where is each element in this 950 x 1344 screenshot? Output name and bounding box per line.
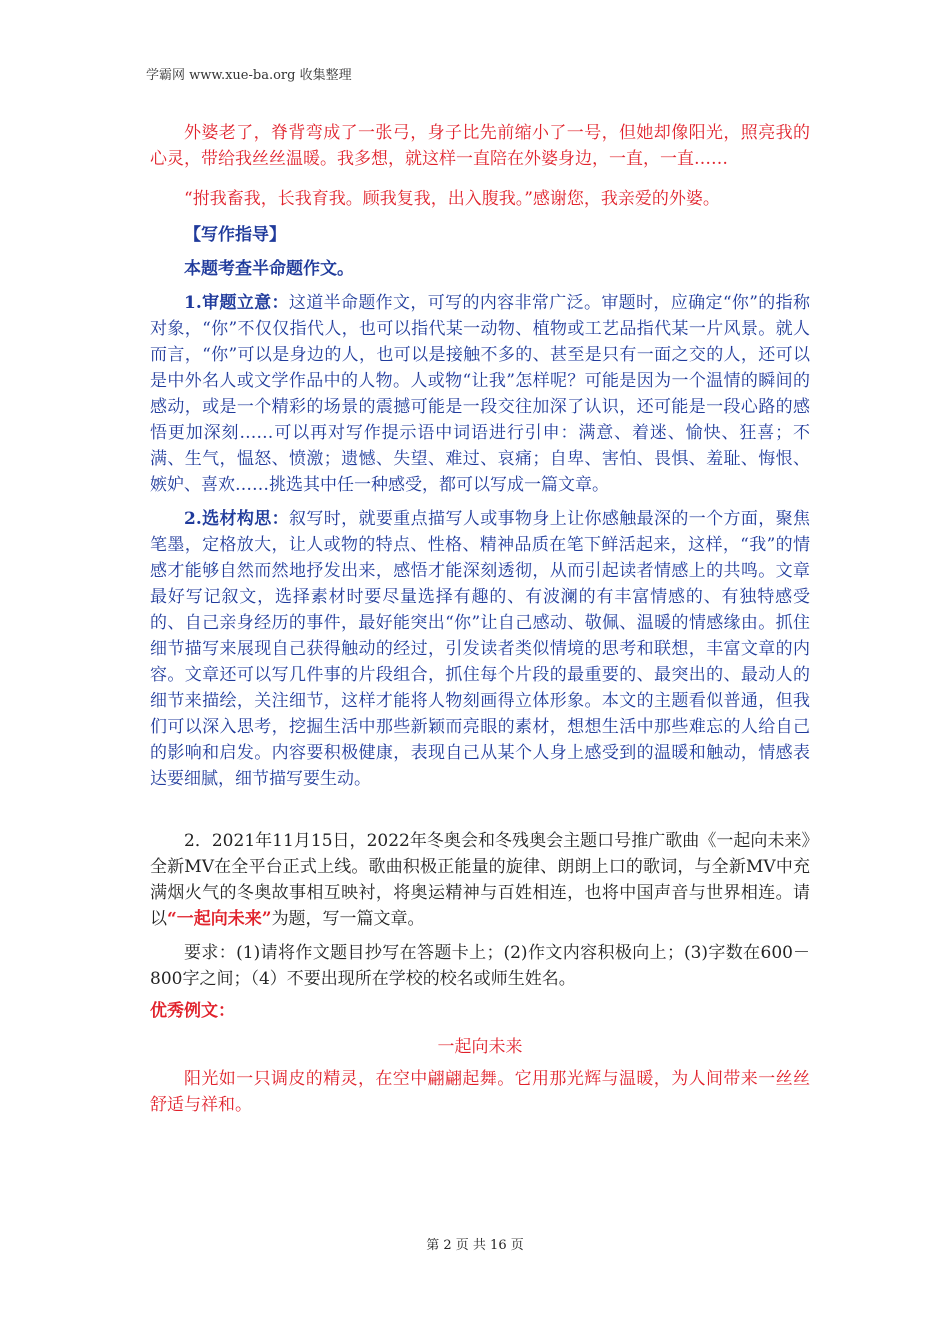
question-2-text-before: 2．2021年11月15日，2022年冬奥会和冬残奥会主题口号推广歌曲《一起向未来》全新MV在全平台正式上线。歌曲积极正能量的旋律、朗朗上口的歌词，与全新MV中充满烟火气的冬奥故事相互映衬，将奥运精神与百姓相连，也将中国声音与世界相连。请以 [150, 831, 810, 929]
guide-point-1-text: 这道半命题作文，可写的内容非常广泛。审题时，应确定“你”的指称对象，“你”不仅仅指代人，也可以指代某一动物、植物或工艺品指代某一片风景。就人而言，“你”可以是身边的人，也可以是接触不多的、甚至是只有一面之交的人，还可以是中外名人或文学作品中的人物。人或物“让我”怎样呢？可能是因为一个温情的瞬间的感动，或是一个精彩的场景的震撼可能是一段交往加深了认识，还可能是一段心路的感悟更加深刻……可以再对写作提示语中词语进行引申：满意、着迷、愉快、狂喜；不满、生气，愠怒、愤激；遗憾、失望、难过、哀痛；自卑、害怕、畏惧、羞耻、悔恨、嫉妒、喜欢……挑选其中任一种感受，都可以写成一篇文章。 [150, 293, 810, 495]
page-number: 第 2 页 共 16 页 [426, 1238, 524, 1253]
essay-paragraph: 外婆老了，脊背弯成了一张弓，身子比先前缩小了一号，但她却像阳光，照亮我的心灵，带给我丝丝温暖。我多想，就这样一直陪在外婆身边，一直，一直…… [150, 123, 810, 169]
question-2-title: “一起向未来” [167, 909, 272, 929]
example-paragraph: 阳光如一只调皮的精灵，在空中翩翩起舞。它用那光辉与温暖，为人间带来一丝丝舒适与祥和。 [150, 1069, 810, 1115]
guide-point-2-text: 叙写时，就要重点描写人或事物身上让你感触最深的一个方面，聚焦笔墨，定格放大，让人或物的特点、性格、精神品质在笔下鲜活起来，这样，“我”的情感才能够自然而然地抒发出来，感悟才能深刻透彻，从而引起读者情感上的共鸣。文章最好写记叙文，选择素材时要尽量选择有趣的、有波澜的有丰富情感的、有独特感受的、自己亲身经历的事件，最好能突出“你”让自己感动、敬佩、温暖的情感缘由。抓住细节描写来展现自己获得触动的经过，引发读者类似情境的思考和联想，丰富文章的内容。文章还可以写几件事的片段组合，抓住每个片段的最重要的、最突出的、最动人的细节来描绘，关注细节，这样才能将人物刻画得立体形象。本文的主题看似普通，但我们可以深入思考，挖掘生活中那些新颖而亮眼的素材，想想生活中那些难忘的人给自己的影响和启发。内容要积极健康，表现自己从某个人身上感受到的温暖和触动，情感表达要细腻，细节描写要生动。 [150, 509, 811, 789]
guide-point-1-label: 1.审题立意： [184, 293, 289, 313]
example-title: 一起向未来 [437, 1037, 523, 1057]
guide-point-1 [150, 290, 810, 498]
question-2-prompt [150, 828, 810, 932]
question-2-requirements: 要求：(1)请将作文题目抄写在答题卡上；(2)作文内容积极向上；(3)字数在600－800字之间；（4）不要出现所在学校的校名或师生姓名。 [150, 943, 810, 989]
example-label: 优秀例文： [150, 1001, 235, 1021]
guide-heading: 【写作指导】 [184, 225, 286, 245]
question-2-text-after: 为题，写一篇文章。 [271, 909, 425, 929]
guide-point-2 [150, 506, 810, 792]
document-body [150, 120, 810, 1118]
guide-point-2-label: 2.选材构思： [184, 509, 290, 529]
essay-paragraph-quote: “拊我畜我，长我育我。顾我复我，出入腹我。”感谢您，我亲爱的外婆。 [184, 189, 720, 209]
guide-subheading: 本题考查半命题作文。 [184, 259, 354, 279]
source-header: 学霸网 www.xue-ba.org 收集整理 [146, 68, 352, 83]
